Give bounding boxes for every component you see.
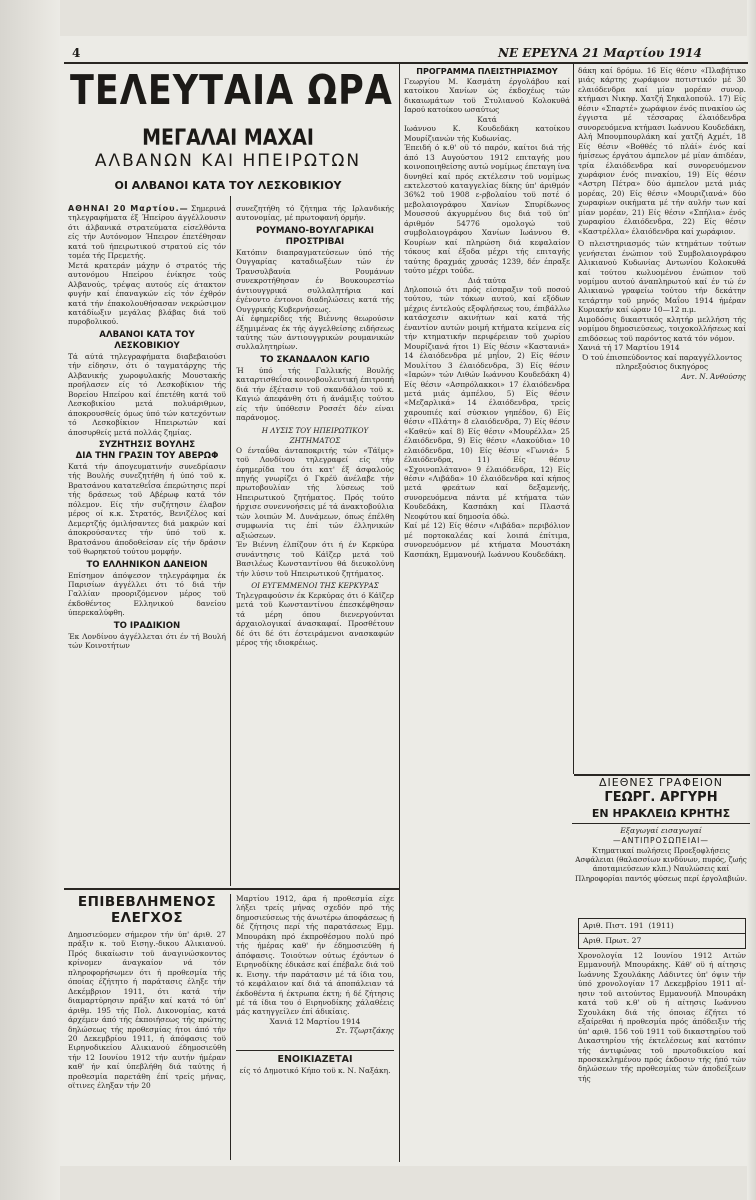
notice-ref-box: [578, 918, 746, 934]
article-paragraph: Έν Βιέννη έλπίζουν ότι ή έν Κερκύρα συνάντησις τοϋ Κάϊζερ μετά τοϋ Βασιλέως Κωνσταντίνου θά διευκολύνη τήν λύσιν τοϋ Ηπειρωτικού ζητήματος.: [236, 540, 394, 578]
page-edge: [747, 0, 756, 1200]
article-paragraph: Ή ύπό τής Γαλλικής Βουλής καταρτισθεΐσα κοινοβουλευτική έπιτροπή διά τήν έξέτασιν τοϋ σκανδάλου τοϋ κ. Καγιώ άπεφάνθη ότι ή άνάμιξις τούτου είς τήν ύπόθεσιν Ροσσέτ δέν είναι παράνομος.: [236, 365, 394, 423]
section-heading: ΤΟ ΕΛΛΗΝΙΚΟΝ ΔΑΝΕΙΟΝ: [86, 559, 208, 570]
headline-sub1: ΜΕΓΑΛΑΙ ΜΑΧΑΙ: [142, 125, 314, 151]
section-heading: ΣΥΖΗΤΗΣΙΣ ΒΟΥΛΗΣ: [98, 439, 196, 450]
rent-body: είς τό Δημοτικό Κήπο τοϋ κ. Ν. Ναξάκη.: [239, 1066, 391, 1075]
ad-line3: ΕΝ ΗΡΑΚΛΕΙΩ ΚΡΗΤΗΣ: [591, 807, 731, 820]
article-paragraph: Κατόπιν διαπραγματεύσεων ύπό τής Ουγγαρίας καταδιωξέων τών έν Τρανσυλβανία Ρουμάνων συνεκροτήθησαν έν Βουκουρεστίω άντιουγγρικά συλλαλητήρια καί έγένοντο έντονοι διαδηλώσεις κατά τής Ουγγρικής Κυβερνήσεως.: [236, 247, 394, 314]
article-paragraph: Ό πλειστηριασμός τών κτημάτων τούτων γενήσεται ένώπιον τοϋ Συμβολαιογράφου Αλικιανού Κυδωνίας Αντωνίου Κολοκυθά καί τούτου κωλυομένου ένώπιον τοϋ νομίμου αυτού άναπληρωτού καί έν τώ έν Αλικιανώ γραφείω τούτου τήν δεκάτην τετάρτην τοϋ μηνός Μαΐου 1914 ήμέραν Κυριακήν καί ώραν 10—12 π.μ.: [578, 239, 746, 315]
article-paragraph: Αί έφημερίδες τής Βιέννης θεωρούσιν έξημιμένας έκ τής άγγελθείσης ειδήσεως ταύτης τών άντιουγγρικών ρουμανικών συλλαλητηρίων.: [236, 314, 394, 352]
section-heading: ΤΟ ΙΡΑΔΙΚΙΟΝ: [113, 620, 181, 631]
column-rule: [399, 62, 400, 1162]
rent-headline: [236, 1054, 394, 1066]
headline-sub2: ΑΛΒΑΝΩΝ ΚΑΙ ΗΠΕΙΡΩΤΩΝ: [94, 151, 362, 171]
article-paragraph: Επίσημον άπόψεσον τηλεγράφημα έκ Παρισίων άγγέλλει ότι τό διά τήν Γαλλίαν προοριζόμενον μέρος τοϋ έκδοθέντος Ελληνικού δανείου ύπερεκαλύφθη.: [68, 570, 226, 618]
column-4: [578, 66, 746, 774]
ad-body: Κτηματικαί πωλήσεις Προεξοφλήσεις Ασφάλειαι (θαλασσίων κινδύνων, πυρός, ζωής άποταμιεύσεων κλπ.) Ναυλώσεις καί Πληροφορίαι παντός φύσεως περί έργολαβιών.: [574, 846, 748, 883]
court-notice: [578, 918, 746, 1160]
article-paragraph: Τά αύτά τηλεγραφήματα διαβεβαιούσι τήν είδησιν, ότι ό ταγματάρχης τής Αλβανικής χωροφυλακής Μουστακής προήλασεν είς τό Λεσκοβίκιον τής Βορείου Ηπείρου καί έπετέθη κατά τοϋ Λεσκοβικίου μετά πολυάριθμων, άποκρουσθείς όμως ύπό τών κατεχόντων τό Λεσκοβίκιον Ηπειρωτών καί άποσυρθείς μετά πολλάς ζημίας.: [68, 351, 226, 437]
section-heading: Η ΛΥΣΙΣ ΤΟΥ ΗΠΕΙΡΩΤΙΚΟΥ ΖΗΤΗΜΑΤΟΣ: [261, 425, 369, 445]
section-rule: [64, 888, 399, 890]
column-1: [68, 204, 226, 884]
article-paragraph: Τηλεγραφούσιν έκ Κερκύρας ότι ό Κάϊζερ μετά τοϋ Κωνσταντίνου έπεσκέφθησαν τά μέρη όπου διενεργούνται άρχαιολογικαί άνασκαφαί. Προσθέτουν δέ ότι δέ ότι έστειράμενοι ανασκαφών μέρος τής ιδιοκρέιως.: [236, 590, 394, 648]
running-title: ΝΕ ΕΡΕΥΝΑ 21 Μαρτίου 1914: [498, 46, 702, 60]
page-gutter: [0, 0, 60, 1200]
notice-title: ΕΠΙΒΕΒΛΗΜΕΝΟΣ ΕΛΕΓΧΟΣ: [77, 894, 217, 926]
section-heading: ΑΛΒΑΝΟΙ ΚΑΤΑ ΤΟΥ ΛΕΣΚΟΒΙΚΙΟΥ: [99, 329, 195, 351]
notice-body: Δημοσιεύομεν σήμερον τήν ύπ' άριθ. 27 πράξιν κ. τοϋ Εισηγ.-δικου Αλικιανού. Πρός δικαίωσιν τοϋ άναγινώσκοντος κρίνομεν άναγκαίον νά τόν πληροφορήσωμεν ότι ή προθεσμία τής όποίας έζήτητο ή παράτασις έληξε τήν Δεκέμβριον 1911, ότι κατά τήν διαμαρτύρησιν πράξιν καί κατά τό ύπ' άριθμ. 195 τής Πολ. Δικονομίας, κατά άρχέμεν άπό τής έκποιήσεως τής πρώτης δηλώσεως τής προθεσμίας ήτοι άπό τήν 20 Δεκεμβρίου 1911, ή άπόφασις τοϋ Ειρηνοδικείου Αλικιανού έδημοσιεύθη τήν 12 Ιουνίου 1912 τήν αυτήν ήμέραν καθ' ήν καί ύπεβλήθη διά ταύτης ή προθεσμία παρετάθη έπί τρείς μήνας, οϊτινες έληξαν τήν 20: [68, 930, 226, 1091]
notice-body: Χρονολογία 12 Ιουνίου 1912 Αιτών Εμμανουήλ Μπουράκης. Κάθ' οϋ ή αίτησις Ιωάννης Σχουλάκης Λάδιντες ύπ' όψιν τήν ύπό χρονολογίαν 17 Δεκεμβρίου 1911 αΐ-ησιν τοϋ αιτούντος Εμμανουήλ Μπουράκη κατά τοϋ κ.θ' οϋ ή αίτησις Ιωάννου Σχουλάκη διά τής όποιας έζήτει τό εξαίρεθαι ή προθεσμία πρός άπόδειξιν τής ύπ' αριθ. 156 τοϋ 1911 τοϋ δικαστηρίου τοϋ Δικαστηρίου τής έκτελέσεως καί κατόπιν τής άντιφώνας τοϋ πρωτοδικείου καί προσκεκλημένου πρός έκδοσιν τής ήπό τών δηλώσεων τής προθεσμίας τών άποδείξεων τής: [578, 951, 746, 1083]
column-rule: [230, 894, 231, 1160]
place-date: Χανιά τή 17 Μαρτίου 1914: [578, 343, 680, 353]
section-heading: ΔΙΑ ΤΗΝ ΓΡΑΣΙΝ ΤΟΥ ΑΒΕΡΩΦ: [75, 450, 219, 461]
notice-rule: [236, 1050, 394, 1051]
ad-line5: —ΑΝΤΙΠΡΟΣΩΠΕΙΑΙ—: [613, 836, 709, 845]
article-paragraph: Κατά τήν άπογευματινήν συνεδρίασιν τής Βουλής συνεζητήθη ή ύπό τοϋ κ. Βρατσάνου κατατεθεΐσα έπερώτησις περί τής δράσεως τοϋ Αβέρωφ κατά τόν πόλεμον. Είς τήν συζήτησιν έλαβον μέρος οί κ.κ. Στρατός, Βενιζέλος καί Δεμερτζής όμιλήσαντες διά μακρών καί άποκρούσαντες τήν ύπό τοϋ κ. Βρατσάνου άποδοθείσαν είς τήν δράσιν τοϋ θωρηκτού τούτου μομφήν.: [68, 461, 226, 557]
article-paragraph: Ιωάννου Κ. Κουδεδάκη κατοίκου Μουρίζιανών τής Κυδωνίας.: [404, 124, 570, 143]
section-heading: ΤΟ ΣΚΑΝΔΑΛΟΝ ΚΑΓΙΟ: [260, 354, 370, 365]
article-paragraph: Έπειδή ό κ.θ' οϋ τό παρόν, καίτοι διά τής άπό 13 Αυγούστου 1912 επιταγής μου κοινοποιηθείσης αυτώ νομίμως έπεταγη ίνα δυνηθεί καί πρός εκτέλεσιν τοϋ νομίμως εκτελεστού καταγγελίας δίκης ύπ' άριθμόν 36%2 τοϋ 1908 ε-ρβολαίου τοϋ ποτέ ό μεβολαιογράφου Χανίων Σπυρίδωνος Μουσσού άκγυρμένου δις διά τοϋ ύπ' άριθμόν 54776 ομολογώ τοϋ συμβολαιογράφου Χανίων Ιωάννου Θ. Κουρίων καί πληρώση διά κεφαλαίον τόκους καί έξοδα μέχρι τής επιταγής ταύτης δραχμάς χρυσάς 1239, δέν έπραξε τούτο μέχρι τούδε.: [404, 143, 570, 276]
article-paragraph: Καί μέ 12) Είς θέσιν «Λιβάδα» περιβόλιον μέ πορτοκαλέας καί λοιπά έπίτιμα, συνορευόμενον μέ κτήματα Μουστάκη Κασπάκη, Εμμανουήλ Ιωάννου Κουδεδάκη.: [404, 521, 570, 559]
ad-divider: [572, 823, 750, 824]
place-date: Χανιά 12 Μαρτίου 1914: [269, 1016, 361, 1026]
ref-number: Αριθ. Πιστ. 191: [583, 921, 644, 930]
article-paragraph: Μετά κρατεράν μάχην ό στρατός τής αυτονόμου Ηπείρου ένίκησε τούς Αλβανούς, τρέψας αυτούς είς άτακτον φυγήν καί έπαναγκών είς τόν έχθρόν κατά τήν έπακολουθήσασαν νεκρώσιμον κατάδίωξιν μεγάλας βλάβας διά τοϋ πυροβολικού.: [68, 260, 226, 327]
article-paragraph: Δηλοποιώ ότι πρός είσπραξιν τοϋ ποσού τούτου, τών τόκων αυτού, καί εξόδων μέχρις έντελούς εξοφλήσεως του, έπιβάλλω κατάσχεσιν ακινήτων καί κατά τής έναντίον αυτών μοιμή κτήματα κείμενα είς τήν κτηματικήν περιφέρειαν τοϋ χωρίου Μουρίζιανά ήτοι 1) Είς θέσιν «Καστανιά» 14 έλαιόδενδρα μέ μηΐον, 2) Είς θέσιν Μουλίτου 3 έλαιόδενδρα, 3) Είς θέσιν «Ιαρών» τών Λιθών Ιωάννου Κουδεδάκη 4) Είς θέσιν «Ασπρόλακκοι» 17 έλαιόδενδρα μετά μιάς άμπέλου, 5) Είς θέσιν «Μεζαρλικά» 14 έλαιόδενδρα, τρείς χαρουπιές καί σύσκιον γηπέδον, 6) Είς θέσιν «Πλάτη» 8 ελαιόδενδρα, 7) Είς θέσιν «Καθεύ» καί 8) Είς θέσιν «Μουρέλλα» 25 έλαιόδενδρα, 9) Είς θέσιν «Λακούδια» 10 ελαιόδενδρα, 10) Είς θέσιν «Γωνιά» 5 έλαιόδενδρα, 11) Είς θέσιν «Σχοινοπλάτανο» 9 έλαιόδενδρα, 12) Είς θέσιν «Λιβάδα» 10 έλαιόδενδρα καί κήπος μετά φρεάτων καί δεξαμενής, συνορευόμενα πάντα μέ κτήματα τών Κουδεδάκη, Κασπάκη καί Πλαστά Νεοφύτου καί δημοσία όδώ.: [404, 284, 570, 521]
ref-year: (1911): [648, 921, 674, 930]
section-heading: ΠΡΟΓΡΑΜΜΑ ΠΛΕΙΣΤΗΡΙΑΣΜΟΥ: [416, 67, 558, 76]
rent-title: ΕΝΟΙΚΙΑΖΕΤΑΙ: [277, 1054, 353, 1065]
column-rule: [230, 196, 231, 886]
article-paragraph: Ό τού έπισπεύδοντος καί παραγγέλλοντος πληρεξούσιος δικηγόρος: [582, 352, 742, 372]
rent-notice: [236, 1054, 394, 1114]
page-number: 4: [72, 46, 81, 60]
article-paragraph: [68, 204, 226, 261]
paragraph-text: Σημερινά τηλεγραφήματα έξ Ήπείρου άγγέλλουσιν ότι άλβανικά στρατεύματα είσελθόντα είς τήν Αυτόνομον Ήπειρον έπετέθησαν κατά τοϋ ήπειρωτικού στρατού είς τόν τομέα τής Πρεμετής.: [68, 204, 226, 261]
article-paragraph: Κατά: [477, 114, 497, 124]
dateline: ΑΘΗΝΑΙ 20 Μαρτίου.—: [68, 204, 189, 213]
article-paragraph: Έκ Λονδίνου άγγέλλεται ότι έν τή Βουλή τών Κοινοτήτων: [68, 631, 226, 651]
running-header: [60, 46, 756, 62]
ad-line4: Εξαγωγαί εισαγωγαί: [620, 826, 702, 835]
notice-control: [68, 894, 226, 1160]
column-2: [236, 204, 394, 884]
ad-line1: ΔΙΕΘΝΕΣ ΓΡΑΦΕΙΟΝ: [598, 776, 724, 789]
signature: Στ. Τζωρτζάκης: [335, 1026, 394, 1036]
notice-control-continued: [236, 894, 394, 1044]
column-3: [404, 66, 570, 1160]
article-paragraph: συνεζητήθη τό ζήτημα τής Ιρλανδικής αυτονομίας, μέ πρωτοφανή όρμήν.: [236, 204, 394, 223]
section-heading: ΡΟΥΜΑΝΟ-ΒΟΥΛΓΑΡΙΚΑΙ ΠΡΟΣΤΡΙΒΑΙ: [256, 225, 374, 247]
article-paragraph: Γεωργίου Μ. Κασμάτη έργολάβου καί κατοίκου Χανίων ώς έκδοχέως τών δικαιωμάτων τοϋ Στυλιανού Κολοκυθά Ιαρού κατοίκου ωσαύτως: [404, 77, 570, 115]
section-heading: ΟΙ ΕΥΓΕΜΜΕΝΟΙ ΤΗΣ ΚΕΡΚΥΡΑΣ: [251, 580, 379, 590]
main-headline: ΤΕΛΕΥΤΑΙΑ ΩΡΑ: [70, 67, 393, 115]
article-paragraph: δάκη καί δρόμω. 16 Είς θέσιν «Πλαβήτικο μιάς κάρτης χωράφιον ποτιστικόν μέ 30 ελαιόδενδρα καί μίαν μορέαν συνορ. κτήμασι Νικηφ. Χατζή Σηκαλοπούλ. 17) Είς θέσιν «Σπαρτέ» χωράφιον ένός πινακίου ώς έγγιστα μέ τέσσαρας έλαιόδενδρα συνορευόμενα κτήμασι Ιωάννου Κουδεδάκη, Αλή Μπουμπουρλάκη καί χατζή Αχμέτ, 18 Είς θέσιν «Βοθθές τό πλάί» ένός καί ήμίσεως έργάτου άμπελον μέ μίαν άπιδέαν, τρία έλαιόδενδρα καί συνορευόμενον χωράφιον ένός πινακίου, 19) Είς θέσιν «Αστρη Πέτρα» δύο άμπελον μετά μιάς μορέας, 20) Είς θέσιν «Μουριζιανά» δύο χωραφίων οικήματα μέ τήν αυλήν των καί μίαν μορέαν, 21) Είς θέσιν «Σπήλια» ένός χωραφίου έλαιόδενδρα, 22) Είς θέσιν «Καστρέλλα» έλαιόδενδρα καί χωράφιον.: [578, 66, 746, 236]
article-paragraph: Ο ένταΰθα άνταποκριτής τών «Τάϊμς» τοϋ Λονδίνου τηλεγραφεί είς τήν έφημερίδα του ότι κατ' έξ άσφαλούς πηγής γνωρίζει ό Γκρέϋ άνέλαβε τήν πρωτοβουλίαν τής λύσεως τοϋ Ηπειρωτικού ζητήματος. Πρός τούτο ήρχισε συνεννοήσεις μέ τά άνακτοβούλια τών λοιπών Μ. Δυνάμεων, όπως έπέλθη συμφωνία τις έπί τών έλληνικών αξιώσεων.: [236, 445, 394, 540]
article-paragraph: Διά ταύτα: [467, 275, 507, 285]
ad-line2: ΓΕΩΡΓ. ΑΡΓΥΡΗ: [604, 790, 718, 805]
article-paragraph: Αιμοδόσις δικαστικός κλητήρ μελλήση τής νομίμου δημοσιεύσεως, τοιχοκολλήσεως καί επιδόσεως τοϋ παρόντος κατά τόν νόμον.: [578, 314, 746, 343]
column-rule: [573, 62, 574, 774]
notice-prot-box: Αριθ. Πρωτ. 27: [578, 934, 746, 949]
signature: Αντ. Ν. Άνθούσης: [681, 371, 746, 381]
advertisement: [572, 776, 750, 883]
notice-body: Μαρτίου 1912, άρα ή προθεσμία είχε λήξει τρείς μήνας σχεδόν πρό τής δημοσιεύσεως τής άνωτέρω άποφάσεως ή δέ ζήτησις περί τής παρατάσεως Εμμ. Μπουράκη πρό έκπροθέσμου πολύ πρό τής ήμέρας καθ' ήν έδημοσιεύθη ή άπόφασις. Τοιούτων ούτως έχόντων ό Ειρηνοδίκης έδικάσε καί έπέβαλε διά τοϋ κ. Εισηγ. τήν παράτασιν μέ τά ίδια του, τό κεφάλαιον καί διά τά άποπάλειαν τά έκδοθέντα ή έκτρωπα έκτη; ή δέ ζήτησις μέ τά ίδια του ό Ειρηνοδίκης χάλαθέεις μάς κατηγγείλεν έπί άδικίαις.: [236, 894, 394, 1017]
headline-sub3: ΟΙ ΑΛΒΑΝΟΙ ΚΑΤΑ ΤΟΥ ΛΕΣΚΟΒΙΚΙΟΥ: [114, 179, 342, 192]
